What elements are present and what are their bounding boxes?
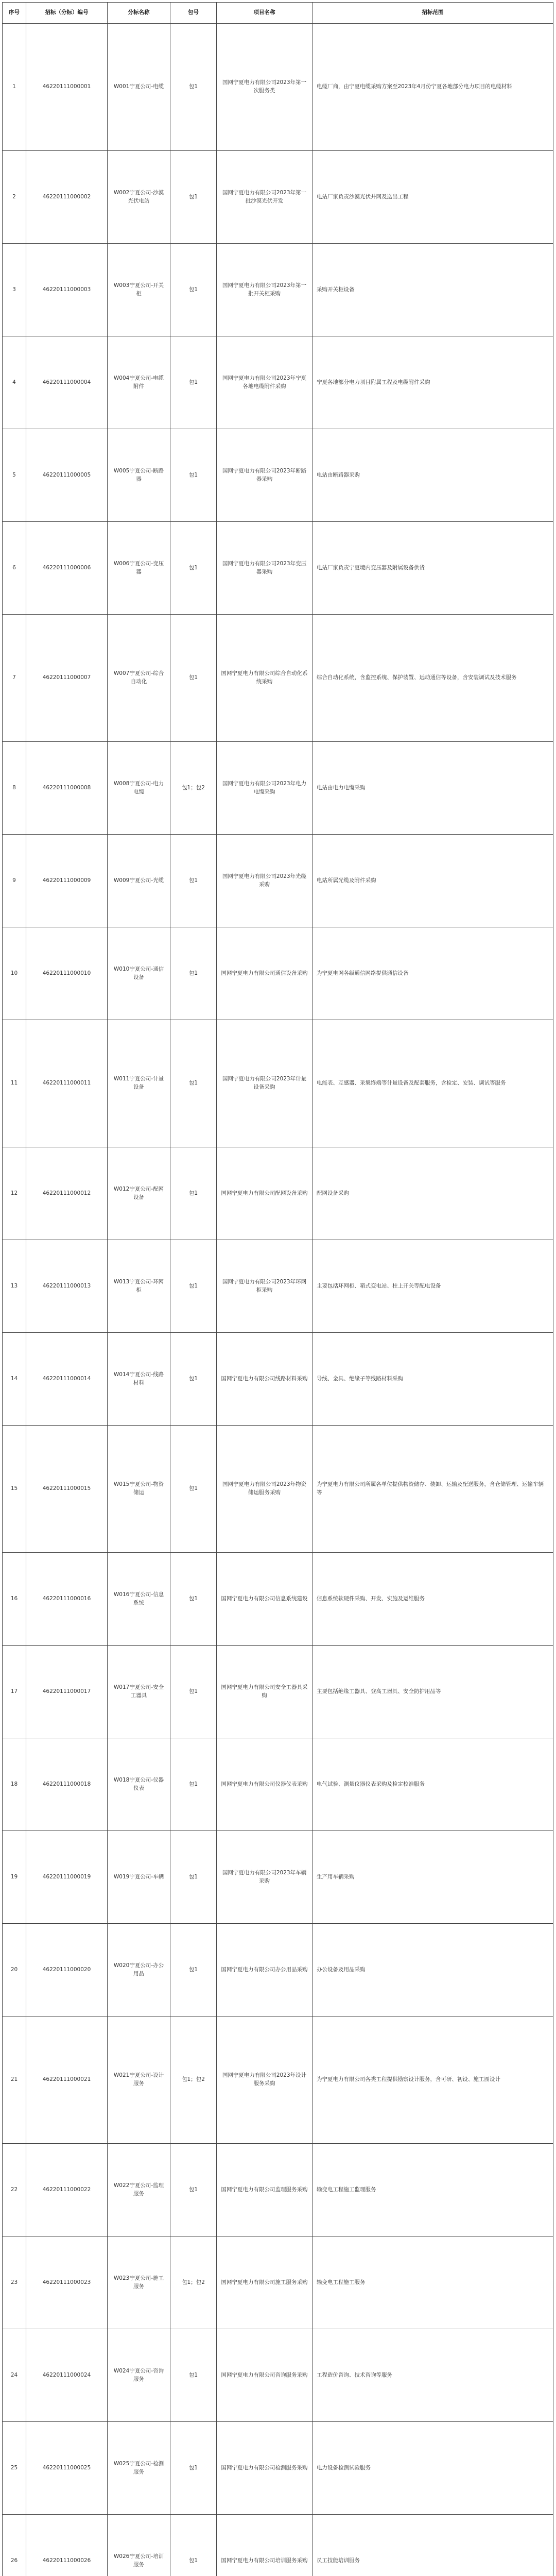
table-row — [3, 2236, 553, 2329]
cell-package: 包1 — [170, 429, 217, 522]
table-row — [3, 1240, 553, 1333]
cell-section: W022宁夏公司-监理服务 — [108, 2144, 170, 2236]
cell-no: 17 — [3, 1646, 26, 1738]
cell-section: W015宁夏公司-物资储运 — [108, 1426, 170, 1553]
cell-scope: 为宁夏电力有限公司所属各单位提供物资储存、装卸、运输及配送服务，含仓储管理、运输车辆等 — [312, 1426, 553, 1553]
cell-section: W019宁夏公司-车辆 — [108, 1831, 170, 1924]
cell-package: 包1 — [170, 1646, 217, 1738]
cell-project: 国网宁夏电力有限公司2023年设计服务采购 — [217, 2016, 312, 2144]
cell-project: 国网宁夏电力有限公司2023年第一次服务类 — [217, 24, 312, 151]
table-row — [3, 1020, 553, 1147]
cell-scope: 电站所属光缆及附件采购 — [312, 835, 553, 927]
cell-package: 包1；包2 — [170, 742, 217, 835]
cell-scope: 主要包括绝缘工器具、登高工器具、安全防护用品等 — [312, 1646, 553, 1738]
cell-project: 国网宁夏电力有限公司办公用品采购 — [217, 1924, 312, 2016]
cell-code: 46220111000009 — [26, 835, 108, 927]
cell-package: 包1 — [170, 2422, 217, 2515]
cell-no: 6 — [3, 522, 26, 615]
cell-section: W007宁夏公司-综合自动化 — [108, 615, 170, 742]
cell-scope: 导线、金具、绝缘子等线路材料采购 — [312, 1333, 553, 1426]
header-no: 序号 — [3, 3, 26, 24]
cell-package: 包1 — [170, 1020, 217, 1147]
cell-scope: 电气试验、测量仪器仪表采购及检定校准服务 — [312, 1738, 553, 1831]
cell-package: 包1 — [170, 1240, 217, 1333]
cell-package: 包1 — [170, 1333, 217, 1426]
cell-scope: 电站厂家负责宁夏境内变压器及附属设备供货 — [312, 522, 553, 615]
cell-scope: 配网设备采购 — [312, 1147, 553, 1240]
cell-code: 46220111000016 — [26, 1553, 108, 1646]
cell-package: 包1 — [170, 927, 217, 1020]
cell-scope: 电缆厂商，由宁夏电缆采购方案至2023年4月份宁夏各地部分电力项目的电缆材料 — [312, 24, 553, 151]
cell-project: 国网宁夏电力有限公司培训服务采购 — [217, 2515, 312, 2576]
cell-package: 包1 — [170, 1147, 217, 1240]
cell-project: 国网宁夏电力有限公司2023年第一批沙漠光伏开发 — [217, 151, 312, 244]
cell-code: 46220111000001 — [26, 24, 108, 151]
cell-scope: 信息系统软硬件采购、开发、实施及运维服务 — [312, 1553, 553, 1646]
cell-project: 国网宁夏电力有限公司2023年变压器采购 — [217, 522, 312, 615]
cell-no: 8 — [3, 742, 26, 835]
cell-scope: 办公设备及用品采购 — [312, 1924, 553, 2016]
cell-project: 国网宁夏电力有限公司2023年光缆采购 — [217, 835, 312, 927]
cell-project: 国网宁夏电力有限公司2023年车辆采购 — [217, 1831, 312, 1924]
cell-no: 11 — [3, 1020, 26, 1147]
table-header-row — [3, 3, 553, 24]
cell-no: 5 — [3, 429, 26, 522]
cell-package: 包1 — [170, 336, 217, 429]
header-package: 包号 — [170, 3, 217, 24]
table-row — [3, 1333, 553, 1426]
cell-no: 12 — [3, 1147, 26, 1240]
table-row — [3, 742, 553, 835]
cell-scope: 电站由电力电缆采购 — [312, 742, 553, 835]
cell-package: 包1 — [170, 24, 217, 151]
cell-code: 46220111000014 — [26, 1333, 108, 1426]
cell-code: 46220111000012 — [26, 1147, 108, 1240]
cell-no: 9 — [3, 835, 26, 927]
cell-scope: 采购开关柜设备 — [312, 244, 553, 336]
cell-project: 国网宁夏电力有限公司2023年第一批开关柜采购 — [217, 244, 312, 336]
cell-no: 21 — [3, 2016, 26, 2144]
table-row — [3, 1924, 553, 2016]
cell-code: 46220111000004 — [26, 336, 108, 429]
table-row — [3, 522, 553, 615]
header-section: 分标名称 — [108, 3, 170, 24]
cell-code: 46220111000013 — [26, 1240, 108, 1333]
cell-package: 包1 — [170, 1831, 217, 1924]
cell-no: 26 — [3, 2515, 26, 2576]
cell-section: W014宁夏公司-线路材料 — [108, 1333, 170, 1426]
cell-section: W017宁夏公司-安全工器具 — [108, 1646, 170, 1738]
cell-code: 46220111000006 — [26, 522, 108, 615]
table-row — [3, 1147, 553, 1240]
cell-no: 22 — [3, 2144, 26, 2236]
cell-code: 46220111000019 — [26, 1831, 108, 1924]
cell-section: W006宁夏公司-变压器 — [108, 522, 170, 615]
cell-code: 46220111000005 — [26, 429, 108, 522]
cell-no: 14 — [3, 1333, 26, 1426]
table-row — [3, 2422, 553, 2515]
cell-code: 46220111000011 — [26, 1020, 108, 1147]
cell-section: W001宁夏公司-电缆 — [108, 24, 170, 151]
cell-no: 20 — [3, 1924, 26, 2016]
cell-project: 国网宁夏电力有限公司监理服务采购 — [217, 2144, 312, 2236]
cell-no: 2 — [3, 151, 26, 244]
cell-project: 国网宁夏电力有限公司检测服务采购 — [217, 2422, 312, 2515]
cell-project: 国网宁夏电力有限公司2023年宁夏各地电缆附件采购 — [217, 336, 312, 429]
cell-section: W016宁夏公司-信息系统 — [108, 1553, 170, 1646]
cell-section: W013宁夏公司-环网柜 — [108, 1240, 170, 1333]
cell-section: W024宁夏公司-咨询服务 — [108, 2329, 170, 2422]
cell-project: 国网宁夏电力有限公司仪器仪表采购 — [217, 1738, 312, 1831]
cell-scope: 电能表、互感器、采集终端等计量设备及配套服务，含检定、安装、调试等服务 — [312, 1020, 553, 1147]
cell-project: 国网宁夏电力有限公司综合自动化系统采购 — [217, 615, 312, 742]
cell-package: 包1；包2 — [170, 2236, 217, 2329]
cell-scope: 为宁夏电网各级通信网络提供通信设备 — [312, 927, 553, 1020]
cell-no: 18 — [3, 1738, 26, 1831]
bidding-table-container — [2, 2, 553, 2576]
cell-scope: 为宁夏电力有限公司各类工程提供勘察设计服务，含可研、初设、施工图设计 — [312, 2016, 553, 2144]
cell-section: W004宁夏公司-电缆附件 — [108, 336, 170, 429]
cell-scope: 输变电工程施工监理服务 — [312, 2144, 553, 2236]
table-row — [3, 615, 553, 742]
cell-project: 国网宁夏电力有限公司2023年断路器采购 — [217, 429, 312, 522]
table-row — [3, 1426, 553, 1553]
table-row — [3, 927, 553, 1020]
table-row — [3, 835, 553, 927]
cell-project: 国网宁夏电力有限公司2023年环网柜采购 — [217, 1240, 312, 1333]
cell-code: 46220111000025 — [26, 2422, 108, 2515]
cell-no: 10 — [3, 927, 26, 1020]
table-row — [3, 151, 553, 244]
cell-scope: 输变电工程施工服务 — [312, 2236, 553, 2329]
cell-section: W025宁夏公司-检测服务 — [108, 2422, 170, 2515]
cell-no: 4 — [3, 336, 26, 429]
cell-no: 24 — [3, 2329, 26, 2422]
cell-section: W020宁夏公司-办公用品 — [108, 1924, 170, 2016]
cell-section: W026宁夏公司-培训服务 — [108, 2515, 170, 2576]
cell-scope: 主要包括环网柜、箱式变电站、柱上开关等配电设备 — [312, 1240, 553, 1333]
cell-section: W010宁夏公司-通信设备 — [108, 927, 170, 1020]
cell-section: W012宁夏公司-配网设备 — [108, 1147, 170, 1240]
cell-no: 25 — [3, 2422, 26, 2515]
table-row — [3, 429, 553, 522]
cell-section: W011宁夏公司-计量设备 — [108, 1020, 170, 1147]
cell-code: 46220111000026 — [26, 2515, 108, 2576]
cell-code: 46220111000020 — [26, 1924, 108, 2016]
table-row — [3, 2144, 553, 2236]
cell-package: 包1 — [170, 1924, 217, 2016]
table-row — [3, 24, 553, 151]
cell-package: 包1 — [170, 2515, 217, 2576]
cell-scope: 生产用车辆采购 — [312, 1831, 553, 1924]
cell-package: 包1 — [170, 522, 217, 615]
cell-package: 包1 — [170, 1738, 217, 1831]
cell-project: 国网宁夏电力有限公司配网设备采购 — [217, 1147, 312, 1240]
cell-package: 包1 — [170, 1426, 217, 1553]
table-row — [3, 1646, 553, 1738]
cell-section: W008宁夏公司-电力电缆 — [108, 742, 170, 835]
cell-project: 国网宁夏电力有限公司安全工器具采购 — [217, 1646, 312, 1738]
cell-no: 15 — [3, 1426, 26, 1553]
cell-code: 46220111000015 — [26, 1426, 108, 1553]
cell-project: 国网宁夏电力有限公司通信设备采购 — [217, 927, 312, 1020]
cell-package: 包1 — [170, 2144, 217, 2236]
cell-project: 国网宁夏电力有限公司咨询服务采购 — [217, 2329, 312, 2422]
cell-package: 包1 — [170, 615, 217, 742]
cell-scope: 电力设备检测试验服务 — [312, 2422, 553, 2515]
table-row — [3, 1553, 553, 1646]
header-scope: 招标范围 — [312, 3, 553, 24]
cell-package: 包1；包2 — [170, 2016, 217, 2144]
cell-package: 包1 — [170, 835, 217, 927]
cell-no: 13 — [3, 1240, 26, 1333]
cell-section: W018宁夏公司-仪器仪表 — [108, 1738, 170, 1831]
table-row — [3, 336, 553, 429]
cell-code: 46220111000018 — [26, 1738, 108, 1831]
cell-project: 国网宁夏电力有限公司2023年电力电缆采购 — [217, 742, 312, 835]
table-row — [3, 2329, 553, 2422]
cell-code: 46220111000010 — [26, 927, 108, 1020]
cell-section: W023宁夏公司-施工服务 — [108, 2236, 170, 2329]
cell-code: 46220111000002 — [26, 151, 108, 244]
header-project: 项目名称 — [217, 3, 312, 24]
cell-code: 46220111000022 — [26, 2144, 108, 2236]
table-row — [3, 2515, 553, 2576]
cell-project: 国网宁夏电力有限公司2023年物资储运服务采购 — [217, 1426, 312, 1553]
header-code: 招标（分标）编号 — [26, 3, 108, 24]
cell-no: 16 — [3, 1553, 26, 1646]
cell-scope: 电站厂家负责沙漠光伏并网及送出工程 — [312, 151, 553, 244]
cell-package: 包1 — [170, 2329, 217, 2422]
cell-section: W003宁夏公司-开关柜 — [108, 244, 170, 336]
cell-scope: 综合自动化系统，含监控系统、保护装置、远动通信等设备，含安装调试及技术服务 — [312, 615, 553, 742]
cell-scope: 电站由断路器采购 — [312, 429, 553, 522]
table-body — [3, 24, 553, 2576]
cell-scope: 员工技能培训服务 — [312, 2515, 553, 2576]
cell-code: 46220111000003 — [26, 244, 108, 336]
cell-scope: 宁夏各地部分电力项目附属工程及电缆附件采购 — [312, 336, 553, 429]
cell-code: 46220111000017 — [26, 1646, 108, 1738]
cell-code: 46220111000007 — [26, 615, 108, 742]
cell-code: 46220111000024 — [26, 2329, 108, 2422]
cell-section: W021宁夏公司-设计服务 — [108, 2016, 170, 2144]
cell-section: W002宁夏公司-沙漠光伏电站 — [108, 151, 170, 244]
bidding-table — [2, 2, 553, 2576]
table-row — [3, 1831, 553, 1924]
cell-package: 包1 — [170, 151, 217, 244]
table-row — [3, 1738, 553, 1831]
cell-project: 国网宁夏电力有限公司2023年计量设备采购 — [217, 1020, 312, 1147]
cell-no: 1 — [3, 24, 26, 151]
cell-project: 国网宁夏电力有限公司施工服务采购 — [217, 2236, 312, 2329]
cell-code: 46220111000023 — [26, 2236, 108, 2329]
cell-package: 包1 — [170, 1553, 217, 1646]
table-row — [3, 2016, 553, 2144]
cell-no: 19 — [3, 1831, 26, 1924]
cell-no: 23 — [3, 2236, 26, 2329]
cell-section: W009宁夏公司-光缆 — [108, 835, 170, 927]
cell-code: 46220111000021 — [26, 2016, 108, 2144]
cell-project: 国网宁夏电力有限公司信息系统建设 — [217, 1553, 312, 1646]
cell-project: 国网宁夏电力有限公司线路材料采购 — [217, 1333, 312, 1426]
cell-scope: 工程造价咨询、技术咨询等服务 — [312, 2329, 553, 2422]
cell-package: 包1 — [170, 244, 217, 336]
cell-code: 46220111000008 — [26, 742, 108, 835]
cell-no: 7 — [3, 615, 26, 742]
cell-section: W005宁夏公司-断路器 — [108, 429, 170, 522]
cell-no: 3 — [3, 244, 26, 336]
table-row — [3, 244, 553, 336]
